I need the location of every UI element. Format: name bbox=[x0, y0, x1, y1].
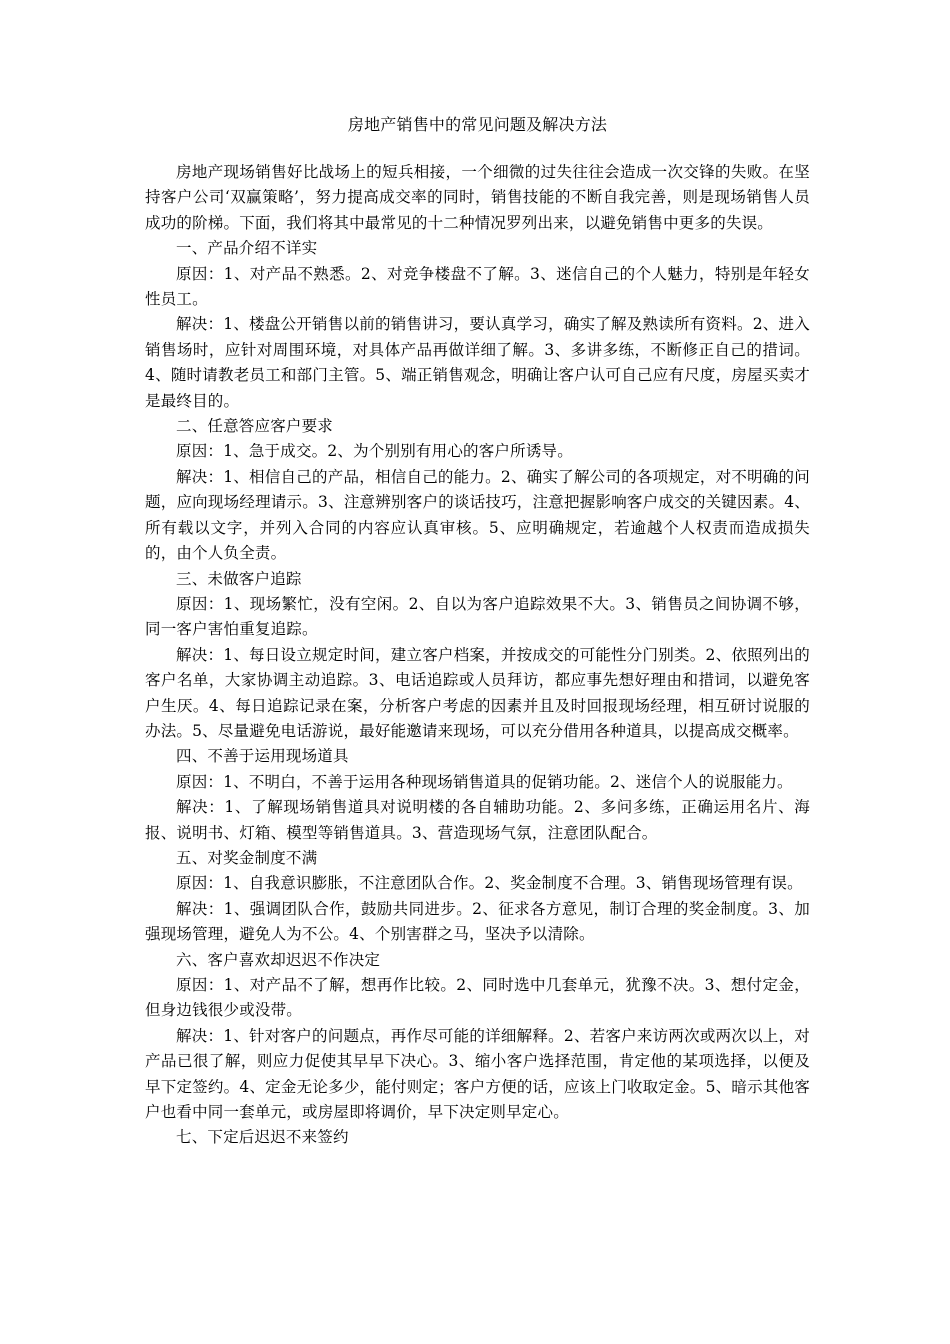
section-solution: 解决：1、强调团队合作，鼓励共同进步。2、征求各方意见，制订合理的奖金制度。3、加强现场管理，避免人为不公。4、个别害群之马，坚决予以清除。 bbox=[145, 899, 810, 944]
section-1 bbox=[145, 236, 810, 414]
section-cause: 原因：1、对产品不熟悉。2、对竞争楼盘不了解。3、迷信自己的个人魅力，特别是年轻女性员工。 bbox=[145, 264, 810, 309]
section-cause: 原因：1、不明白，不善于运用各种现场销售道具的促销功能。2、迷信个人的说服能力。 bbox=[176, 772, 793, 791]
section-cause: 原因：1、现场繁忙，没有空闲。2、自以为客户追踪效果不大。3、销售员之间协调不够，同一客户害怕重复追踪。 bbox=[145, 594, 810, 639]
section-heading: 四、不善于运用现场道具 bbox=[176, 747, 349, 766]
section-6 bbox=[145, 948, 810, 1126]
document-page bbox=[145, 112, 810, 1151]
section-solution: 解决：1、了解现场销售道具对说明楼的各自辅助功能。2、多问多练，正确运用名片、海报、说明书、灯箱、模型等销售道具。3、营造现场气氛，注意团队配合。 bbox=[145, 798, 810, 842]
section-heading: 七、下定后迟迟不来签约 bbox=[176, 1128, 349, 1147]
section-heading: 六、客户喜欢却迟迟不作决定 bbox=[176, 950, 381, 969]
document-title: 房地产销售中的常见问题及解决方法 bbox=[347, 115, 608, 134]
section-solution: 解决：1、每日设立规定时间，建立客户档案，并按成交的可能性分门别类。2、依照列出的客户名单，大家协调主动追踪。3、电话追踪或人员拜访，都应事先想好理由和措词，以避免客户生厌。4、每日追踪记录在案，分析客户考虑的因素并且及时回报现场经理，相互研讨说服的办法。5、尽量避免电话游说，最好能邀请来现场，可以充分借用各种道具，以提高成交概率。 bbox=[145, 645, 810, 740]
section-2 bbox=[145, 414, 810, 566]
section-cause: 原因：1、自我意识膨胀，不注意团队合作。2、奖金制度不合理。3、销售现场管理有误。 bbox=[176, 874, 803, 893]
section-7 bbox=[145, 1125, 810, 1150]
section-cause: 原因：1、对产品不了解，想再作比较。2、同时选中几套单元，犹豫不决。3、想付定金，但身边钱很少或没带。 bbox=[145, 976, 810, 1020]
section-5 bbox=[145, 846, 810, 948]
section-4 bbox=[145, 744, 810, 846]
section-solution: 解决：1、针对客户的问题点，再作尽可能的详细解释。2、若客户来访两次或两次以上，对产品已很了解，则应力促使其早早下决心。3、缩小客户选择范围，肯定他的某项选择，以便及早下定签约。4、定金无论多少，能付则定；客户方便的话，应该上门收取定金。5、暗示其他客户也看中同一套单元，或房屋即将调价，早下决定则早定心。 bbox=[145, 1026, 810, 1122]
section-heading: 二、任意答应客户要求 bbox=[176, 417, 334, 436]
section-heading: 三、未做客户追踪 bbox=[176, 569, 302, 588]
section-cause: 原因：1、急于成交。2、为个别别有用心的客户所诱导。 bbox=[176, 442, 573, 461]
section-solution: 解决：1、楼盘公开销售以前的销售讲习，要认真学习，确实了解及熟读所有资料。2、进入销售场时，应针对周围环境，对具体产品再做详细了解。3、多讲多练，不断修正自己的措词。4、随时请教老员工和部门主管。5、端正销售观念，明确让客户认可自己应有尺度，房屋买卖才是最终目的。 bbox=[145, 315, 810, 410]
section-3 bbox=[145, 567, 810, 745]
intro-paragraph: 房地产现场销售好比战场上的短兵相接，一个细微的过失往往会造成一次交锋的失败。在坚持客户公司‘双赢策略’，努力提高成交率的同时，销售技能的不断自我完善，则是现场销售人员成功的阶梯。下面，我们将其中最常见的十二种情况罗列出来，以避免销售中更多的失误。 bbox=[145, 163, 810, 232]
section-heading: 一、产品介绍不详实 bbox=[176, 239, 318, 258]
section-solution: 解决：1、相信自己的产品，相信自己的能力。2、确实了解公司的各项规定，对不明确的问题，应向现场经理请示。3、注意辨别客户的谈话技巧，注意把握影响客户成交的关键因素。4、所有载以文字，并列入合同的内容应认真审核。5、应明确规定，若逾越个人权责而造成损失的，由个人负全责。 bbox=[145, 467, 810, 563]
section-heading: 五、对奖金制度不满 bbox=[176, 848, 318, 867]
